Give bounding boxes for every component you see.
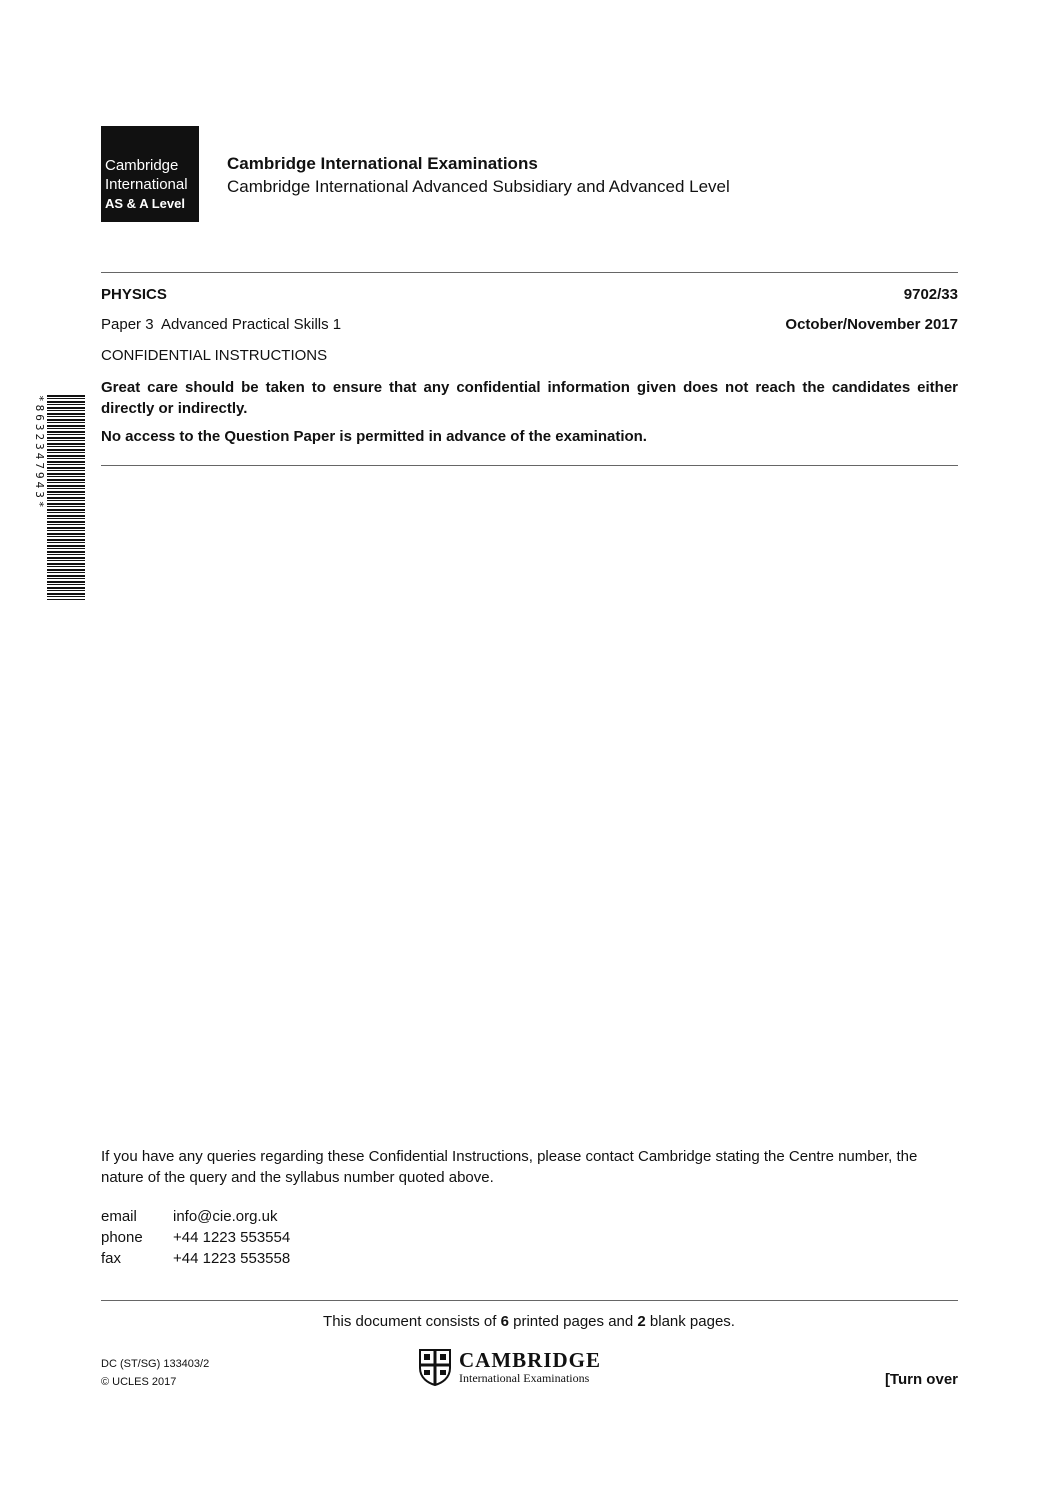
pages-text-middle: printed pages and [508,1313,638,1330]
printed-page-count: 6 [500,1313,509,1330]
email-label: email [101,1208,137,1225]
contact-details [101,1206,290,1269]
pages-text-start: This document consists of [323,1313,501,1330]
exam-session: October/November 2017 [785,316,958,333]
barcode-digits: *8632347943* [33,395,46,511]
subject-title: PHYSICS [101,286,167,303]
logo-line-1: Cambridge [105,157,179,174]
pages-text-end: blank pages. [645,1313,735,1330]
phone-value: +44 1223 553554 [173,1229,291,1246]
barcode-bars [47,395,85,600]
brand-name: CAMBRIDGE [459,1348,602,1372]
syllabus-code: 9702/33 [903,286,958,303]
query-instructions: If you have any queries regarding these Confidential Instructions, please contact Cambridge stating the Centre number, the nature of the query and the syllabus number quoted above. [101,1148,918,1186]
brand-wordmark [459,1349,601,1385]
turn-over-label: [Turn over [884,1371,958,1388]
paper-title: Paper 3 Advanced Practical Skills 1 [101,316,342,333]
brand-subtitle: International Examinations [459,1371,590,1385]
document-type: CONFIDENTIAL INSTRUCTIONS [101,347,328,364]
page-count-statement [0,1313,1058,1330]
email-row [101,1206,290,1227]
access-warning: No access to the Question Paper is permitted in advance of the examination. [101,428,647,445]
fax-row [101,1248,290,1269]
document-reference [101,1355,209,1391]
confidentiality-warning: Great care should be taken to ensure that any confidential information given does not reach the candidates either directly or indirectly. [101,379,958,417]
cambridge-as-a-level-logo [101,126,199,222]
footer-divider [101,1300,958,1301]
organisation-name: Cambridge International Examinations [227,154,538,173]
phone-row [101,1227,290,1248]
logo-line-3: AS & A Level [105,196,185,211]
copyright-notice: © UCLES 2017 [101,1376,177,1388]
university-crest-icon [418,1348,452,1386]
cambridge-examinations-logo [418,1347,601,1387]
fax-value: +44 1223 553558 [173,1250,291,1267]
qualification-name: Cambridge International Advanced Subsidiary and Advanced Level [227,177,730,196]
fax-label: fax [101,1250,122,1267]
phone-label: phone [101,1229,143,1246]
logo-line-2: International [105,176,188,193]
header-bottom-divider [101,465,958,466]
top-divider [101,272,958,273]
barcode [34,395,86,600]
reference-code: DC (ST/SG) 133403/2 [101,1358,210,1370]
email-value: info@cie.org.uk [173,1208,278,1225]
blank-page-count: 2 [637,1313,646,1330]
